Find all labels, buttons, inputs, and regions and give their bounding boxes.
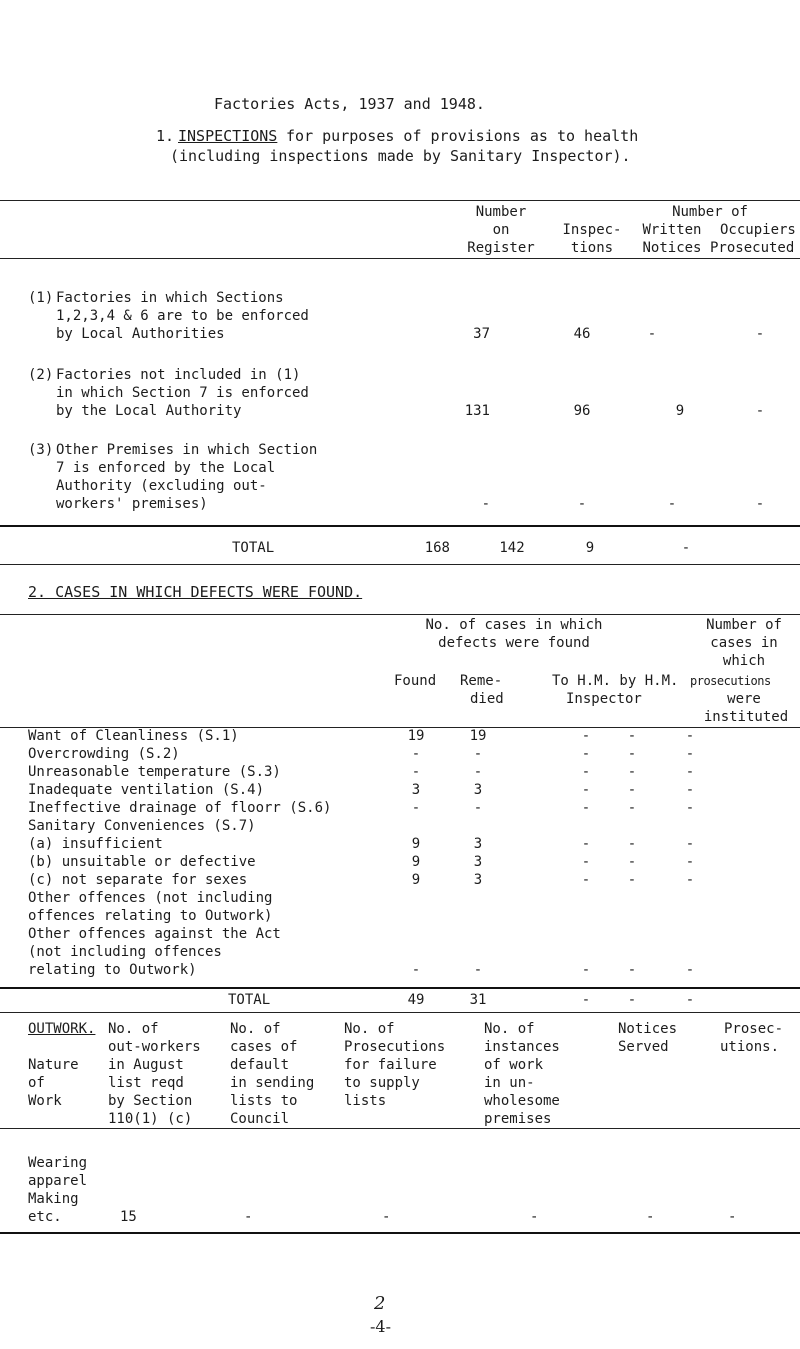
t1-register-head-2: on: [492, 222, 510, 238]
t2-cell-prosecutions: -: [685, 782, 695, 798]
section1-number: 1.: [156, 127, 175, 145]
t1-cell-register: -: [481, 496, 490, 512]
t2-cell-to-hm: -: [581, 854, 591, 870]
outwork-prosec-value: -: [728, 1209, 737, 1225]
outwork-col5-head: No. of: [484, 1021, 535, 1037]
t2-cell-found: -: [411, 764, 421, 780]
t1-total-notices: 9: [585, 540, 595, 556]
t2-found-head: Found: [394, 673, 437, 689]
outwork-col4-head: to supply: [344, 1075, 420, 1091]
t1-row-label: Factories not included in (1): [56, 367, 301, 383]
t2-remedied-head-1: Reme-: [460, 673, 503, 689]
t2-group-head-1: No. of cases in which: [425, 617, 603, 633]
outwork-outworkers-value: 15: [120, 1209, 137, 1225]
outwork-col4-head: lists: [344, 1093, 387, 1109]
outwork-col3-head: No. of: [230, 1021, 281, 1037]
t1-cell-inspections: 46: [573, 326, 591, 342]
t2-cell-remedied: 3: [473, 782, 483, 798]
outwork-unwholesome-value: -: [530, 1209, 539, 1225]
t2-cell-found: 9: [411, 872, 421, 888]
t2-row-label: Overcrowding (S.2): [28, 746, 180, 762]
t2-cell-found: 9: [411, 854, 421, 870]
t2-row-label: Ineffective drainage of floorr (S.6): [28, 800, 332, 816]
t2-cell-by-hm: -: [627, 800, 637, 816]
t2-row-label: relating to Outwork): [28, 962, 197, 978]
outwork-heading: OUTWORK.: [28, 1021, 96, 1037]
outwork-col1-head-3: Nature: [28, 1057, 79, 1073]
table1-bottom-rule: [0, 564, 800, 565]
table2-bottom-rule: [0, 1012, 800, 1013]
table2-total-rule: [0, 987, 800, 989]
t2-row-label: Other offences against the Act: [28, 926, 281, 942]
t2-cell-by-hm: -: [627, 746, 637, 762]
outwork-col1-head-5: Work: [28, 1093, 62, 1109]
t1-row-label: by the Local Authority: [56, 403, 242, 419]
t2-referred-head-2: Inspector: [566, 691, 642, 707]
t2-cell-found: -: [411, 746, 421, 762]
t2-cell-prosecutions: -: [685, 854, 695, 870]
outwork-nature: Making: [28, 1191, 79, 1207]
section1-heading-line2: (including inspections made by Sanitary Inspector).: [170, 147, 631, 165]
t2-row-label: (a) insufficient: [28, 836, 163, 852]
outwork-col4-head: Prosecutions: [344, 1039, 446, 1055]
t1-row-number: (2): [28, 367, 54, 383]
t2-cell-prosecutions: -: [685, 764, 695, 780]
t2-row-label: Want of Cleanliness (S.1): [28, 728, 239, 744]
t2-cell-by-hm: -: [627, 728, 637, 744]
t1-row-label: Other Premises in which Section: [56, 442, 318, 458]
t2-cell-found: -: [411, 800, 421, 816]
t2-cell-found: 19: [407, 728, 425, 744]
t2-cell-remedied: 3: [473, 872, 483, 888]
t1-cell-register: 37: [473, 326, 490, 342]
t2-cell-to-hm: -: [581, 836, 591, 852]
t1-cell-register: 131: [464, 403, 490, 419]
t1-total-prosecuted: -: [681, 540, 691, 556]
t1-number-of-group: Number of: [672, 204, 748, 220]
t2-cell-prosecutions: -: [685, 962, 695, 978]
t1-cell-notices: 9: [675, 403, 685, 419]
t2-total-prosecutions: -: [685, 992, 695, 1008]
outwork-default-value: -: [244, 1209, 253, 1225]
t1-cell-prosecuted: -: [755, 326, 765, 342]
t1-row-number: (3): [28, 442, 54, 458]
t2-cell-prosecutions: -: [685, 800, 695, 816]
table1-total-rule: [0, 525, 800, 527]
t2-cell-remedied: -: [473, 962, 483, 978]
outwork-col4-head: for failure: [344, 1057, 437, 1073]
t2-total-by-hm: -: [627, 992, 637, 1008]
outwork-head-rule: [0, 1128, 800, 1129]
t2-cell-by-hm: -: [627, 836, 637, 852]
t2-cell-to-hm: -: [581, 872, 591, 888]
t1-prosecuted-head-1: Occupiers: [720, 222, 796, 238]
outwork-col5-head: premises: [484, 1111, 552, 1127]
outwork-col2-head: 110(1) (c): [108, 1111, 193, 1127]
outwork-nature: apparel: [28, 1173, 88, 1189]
t2-cell-by-hm: -: [627, 962, 637, 978]
page-number: -4-: [370, 1317, 391, 1336]
t2-cell-found: 9: [411, 836, 421, 852]
t1-notices-head-2: Notices: [642, 240, 702, 256]
t2-cell-remedied: 3: [473, 854, 483, 870]
t2-cell-remedied: 19: [469, 728, 487, 744]
section2-heading: 2. CASES IN WHICH DEFECTS WERE FOUND.: [28, 583, 363, 601]
outwork-col2-head: No. of: [108, 1021, 159, 1037]
outwork-col2-head: list reqd: [108, 1075, 184, 1091]
outwork-col3-head: lists to: [230, 1093, 298, 1109]
t2-cell-to-hm: -: [581, 800, 591, 816]
t1-cell-inspections: 96: [573, 403, 591, 419]
table1-top-rule: [0, 200, 800, 201]
t2-remedied-head-2: died: [470, 691, 504, 707]
t1-inspections-head-1: Inspec-: [562, 222, 622, 238]
outwork-col2-head: out-workers: [108, 1039, 201, 1055]
outwork-col3-head: in sending: [230, 1075, 315, 1091]
t2-pros-head-6: instituted: [703, 709, 789, 725]
t2-cell-remedied: -: [473, 764, 483, 780]
section1-heading-rest: for purposes of provisions as to health: [277, 127, 639, 145]
t2-pros-head-5: were: [727, 691, 761, 707]
outwork-col4-head: No. of: [344, 1021, 395, 1037]
t1-row-label: workers' premises): [56, 496, 208, 512]
t2-total-remedied: 31: [469, 992, 487, 1008]
section1-heading-keyword: INSPECTIONS: [178, 127, 278, 145]
table1-head-rule: [0, 258, 800, 259]
t2-cell-by-hm: -: [627, 764, 637, 780]
outwork-notices-value: -: [646, 1209, 655, 1225]
t1-register-head-1: Number: [475, 204, 527, 220]
t2-cell-prosecutions: -: [685, 872, 695, 888]
outwork-col3-head: Council: [230, 1111, 290, 1127]
t2-total-found: 49: [407, 992, 425, 1008]
t2-pros-head-1: Number of: [706, 617, 782, 633]
outwork-col7-head: Prosec-: [724, 1021, 784, 1037]
t1-row-number: (1): [28, 290, 54, 306]
outwork-col7-head: utions.: [720, 1039, 780, 1055]
t1-row-label: by Local Authorities: [56, 326, 225, 342]
t2-cell-to-hm: -: [581, 962, 591, 978]
t1-row-label: in which Section 7 is enforced: [56, 385, 309, 401]
t2-total-to-hm: -: [581, 992, 591, 1008]
outwork-nature: Wearing: [28, 1155, 88, 1171]
t1-total-label: TOTAL: [232, 540, 275, 556]
t1-cell-prosecuted: -: [755, 496, 765, 512]
outwork-col2-head: in August: [108, 1057, 184, 1073]
t2-cell-remedied: -: [473, 746, 483, 762]
t2-cell-by-hm: -: [627, 854, 637, 870]
t2-cell-remedied: 3: [473, 836, 483, 852]
t1-row-label: 7 is enforced by the Local: [56, 460, 276, 476]
outwork-col5-head: of work: [484, 1057, 544, 1073]
t1-prosecuted-head-2: Prosecuted: [710, 240, 795, 256]
t2-row-label: Other offences (not including: [28, 890, 273, 906]
t1-row-label: Authority (excluding out-: [56, 478, 267, 494]
t2-row-label: Inadequate ventilation (S.4): [28, 782, 265, 798]
t2-cell-prosecutions: -: [685, 728, 695, 744]
t2-cell-to-hm: -: [581, 746, 591, 762]
t2-pros-head-2: cases in: [710, 635, 778, 651]
t1-total-inspections: 142: [499, 540, 525, 556]
t2-row-label: (b) unsuitable or defective: [28, 854, 256, 870]
outwork-bottom-rule: [0, 1232, 800, 1234]
t1-total-register: 168: [424, 540, 450, 556]
t1-row-label: Factories in which Sections: [56, 290, 284, 306]
t2-row-label: Unreasonable temperature (S.3): [28, 764, 281, 780]
document-title: Factories Acts, 1937 and 1948.: [214, 95, 485, 113]
outwork-col5-head: instances: [484, 1039, 560, 1055]
outwork-col6-head: Served: [618, 1039, 669, 1055]
t2-pros-head-3: which: [722, 653, 766, 669]
outwork-col5-head: wholesome: [484, 1093, 560, 1109]
t1-cell-inspections: -: [577, 496, 587, 512]
t2-row-label: (c) not separate for sexes: [28, 872, 248, 888]
t2-cell-remedied: -: [473, 800, 483, 816]
t1-register-head-3: Register: [467, 240, 535, 256]
t2-cell-prosecutions: -: [685, 746, 695, 762]
outwork-nature: etc.: [28, 1209, 62, 1225]
outwork-col6-head: Notices: [618, 1021, 678, 1037]
outwork-col1-head-4: of: [28, 1075, 45, 1091]
outwork-prosecutions-value: -: [382, 1209, 391, 1225]
t1-row-label: 1,2,3,4 & 6 are to be enforced: [56, 308, 309, 324]
t2-pros-head-4: prosecutions: [690, 674, 771, 688]
outwork-col2-head: by Section: [108, 1093, 193, 1109]
t1-inspections-head-2: tions: [570, 240, 614, 256]
handwritten-page-mark: 2: [374, 1293, 386, 1314]
outwork-col3-head: default: [230, 1057, 290, 1073]
t2-total-label: TOTAL: [228, 992, 271, 1008]
t2-row-label: (not including offences: [28, 944, 222, 960]
t2-cell-by-hm: -: [627, 872, 637, 888]
t1-cell-notices: -: [667, 496, 677, 512]
t2-referred-head-1: To H.M. by H.M.: [552, 673, 679, 689]
t1-cell-prosecuted: -: [755, 403, 765, 419]
t2-cell-to-hm: -: [581, 764, 591, 780]
t1-cell-notices: -: [647, 326, 657, 342]
outwork-col3-head: cases of: [230, 1039, 298, 1055]
t2-cell-found: -: [411, 962, 421, 978]
t2-cell-prosecutions: -: [685, 836, 695, 852]
t2-cell-to-hm: -: [581, 728, 591, 744]
t2-cell-found: 3: [411, 782, 421, 798]
table2-top-rule: [0, 614, 800, 615]
t2-group-head-2: defects were found: [438, 635, 590, 651]
t1-notices-head-1: Written: [642, 222, 702, 238]
t2-row-label: offences relating to Outwork): [28, 908, 273, 924]
t2-row-label: Sanitary Conveniences (S.7): [28, 818, 256, 834]
outwork-col5-head: in un-: [484, 1075, 535, 1091]
t2-cell-by-hm: -: [627, 782, 637, 798]
t2-cell-to-hm: -: [581, 782, 591, 798]
